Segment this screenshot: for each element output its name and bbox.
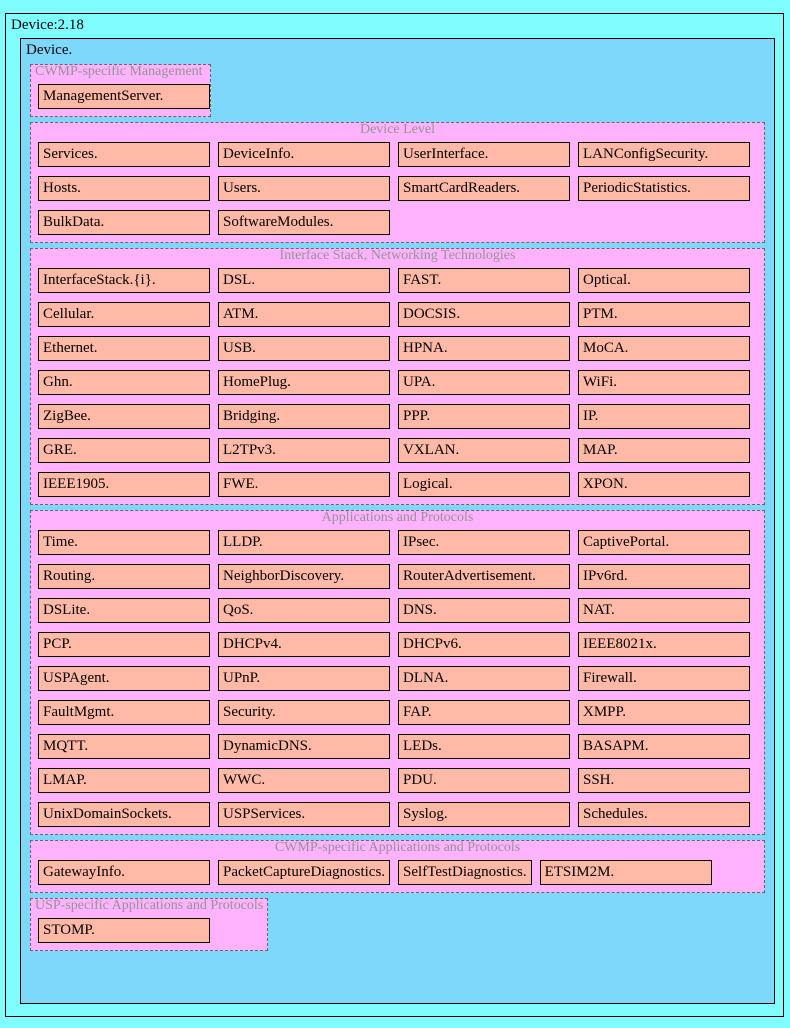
object-box[interactable]: Schedules. bbox=[578, 802, 750, 827]
object-box[interactable]: UserInterface. bbox=[398, 142, 570, 167]
object-box[interactable]: WiFi. bbox=[578, 370, 750, 395]
object-box[interactable]: HomePlug. bbox=[218, 370, 390, 395]
object-box[interactable]: XMPP. bbox=[578, 700, 750, 725]
section-title: Device Level bbox=[359, 122, 435, 137]
object-box[interactable]: DynamicDNS. bbox=[218, 734, 390, 759]
object-box[interactable]: VXLAN. bbox=[398, 438, 570, 463]
object-box[interactable]: PCP. bbox=[38, 632, 210, 657]
object-box[interactable]: Logical. bbox=[398, 472, 570, 497]
object-box[interactable]: FAP. bbox=[398, 700, 570, 725]
object-box[interactable]: IEEE1905. bbox=[38, 472, 210, 497]
object-box[interactable]: InterfaceStack.{i}. bbox=[38, 268, 210, 293]
object-box[interactable]: IP. bbox=[578, 404, 750, 429]
object-box[interactable]: DSLite. bbox=[38, 598, 210, 623]
object-box[interactable]: WWC. bbox=[218, 768, 390, 793]
object-box[interactable]: PPP. bbox=[398, 404, 570, 429]
object-box[interactable]: Users. bbox=[218, 176, 390, 201]
object-box[interactable]: MAP. bbox=[578, 438, 750, 463]
object-box[interactable]: SmartCardReaders. bbox=[398, 176, 570, 201]
object-box[interactable]: ZigBee. bbox=[38, 404, 210, 429]
object-box[interactable]: Services. bbox=[38, 142, 210, 167]
section-object-list bbox=[31, 264, 764, 497]
object-box[interactable]: ATM. bbox=[218, 302, 390, 327]
object-box[interactable]: UnixDomainSockets. bbox=[38, 802, 210, 827]
object-box[interactable]: ETSIM2M. bbox=[540, 860, 712, 885]
object-box[interactable]: IPsec. bbox=[398, 530, 570, 555]
section-title: CWMP-specific Management bbox=[35, 64, 203, 79]
section-title: Interface Stack, Networking Technologies bbox=[279, 248, 516, 263]
object-box[interactable]: DHCPv4. bbox=[218, 632, 390, 657]
section-object-list bbox=[31, 138, 764, 235]
object-box[interactable]: BASAPM. bbox=[578, 734, 750, 759]
object-box[interactable]: MoCA. bbox=[578, 336, 750, 361]
object-box[interactable]: XPON. bbox=[578, 472, 750, 497]
section-cwmp-specific-applications-and-protocols bbox=[30, 840, 765, 893]
object-box[interactable]: Ethernet. bbox=[38, 336, 210, 361]
object-box[interactable]: USPServices. bbox=[218, 802, 390, 827]
section-cwmp-specific-management bbox=[30, 64, 211, 117]
section-object-list bbox=[31, 526, 764, 827]
object-box[interactable]: PTM. bbox=[578, 302, 750, 327]
object-box[interactable]: USB. bbox=[218, 336, 390, 361]
object-box[interactable]: GatewayInfo. bbox=[38, 860, 210, 885]
object-box[interactable]: FAST. bbox=[398, 268, 570, 293]
object-box[interactable]: RouterAdvertisement. bbox=[398, 564, 570, 589]
object-box[interactable]: LLDP. bbox=[218, 530, 390, 555]
object-box[interactable]: UPA. bbox=[398, 370, 570, 395]
object-box[interactable]: QoS. bbox=[218, 598, 390, 623]
device-title: Device. bbox=[26, 42, 73, 58]
object-box[interactable]: IPv6rd. bbox=[578, 564, 750, 589]
section-interface-stack-networking-technologies bbox=[30, 248, 765, 505]
object-box[interactable]: HPNA. bbox=[398, 336, 570, 361]
object-box[interactable]: NeighborDiscovery. bbox=[218, 564, 390, 589]
object-box[interactable]: Hosts. bbox=[38, 176, 210, 201]
object-box[interactable]: DOCSIS. bbox=[398, 302, 570, 327]
object-box[interactable]: L2TPv3. bbox=[218, 438, 390, 463]
object-box[interactable]: GRE. bbox=[38, 438, 210, 463]
object-box[interactable]: LMAP. bbox=[38, 768, 210, 793]
object-box[interactable]: LEDs. bbox=[398, 734, 570, 759]
section-title: CWMP-specific Applications and Protocols bbox=[274, 840, 521, 855]
object-box[interactable]: Bridging. bbox=[218, 404, 390, 429]
object-box[interactable]: Ghn. bbox=[38, 370, 210, 395]
section-device-level bbox=[30, 122, 765, 243]
section-applications-and-protocols bbox=[30, 510, 765, 835]
object-box[interactable]: Firewall. bbox=[578, 666, 750, 691]
object-box[interactable]: DHCPv6. bbox=[398, 632, 570, 657]
object-box[interactable]: MQTT. bbox=[38, 734, 210, 759]
object-box[interactable]: PDU. bbox=[398, 768, 570, 793]
object-box[interactable]: STOMP. bbox=[38, 918, 210, 943]
object-box[interactable]: FaultMgmt. bbox=[38, 700, 210, 725]
object-box[interactable]: DNS. bbox=[398, 598, 570, 623]
object-box[interactable]: CaptivePortal. bbox=[578, 530, 750, 555]
object-box[interactable]: Security. bbox=[218, 700, 390, 725]
device-frame bbox=[20, 38, 775, 1004]
object-box[interactable]: DeviceInfo. bbox=[218, 142, 390, 167]
object-box[interactable]: LANConfigSecurity. bbox=[578, 142, 750, 167]
object-box[interactable]: Optical. bbox=[578, 268, 750, 293]
object-box[interactable]: PeriodicStatistics. bbox=[578, 176, 750, 201]
object-box[interactable]: NAT. bbox=[578, 598, 750, 623]
object-box[interactable]: BulkData. bbox=[38, 210, 210, 235]
section-title: USP-specific Applications and Protocols bbox=[35, 898, 264, 913]
object-box[interactable]: USPAgent. bbox=[38, 666, 210, 691]
device-model-root-frame bbox=[5, 13, 784, 1017]
object-box[interactable]: SoftwareModules. bbox=[218, 210, 390, 235]
section-object-list bbox=[31, 856, 764, 885]
root-title: Device:2.18 bbox=[11, 17, 84, 33]
object-box[interactable]: UPnP. bbox=[218, 666, 390, 691]
object-box[interactable]: Cellular. bbox=[38, 302, 210, 327]
object-box[interactable]: DLNA. bbox=[398, 666, 570, 691]
object-box[interactable]: FWE. bbox=[218, 472, 390, 497]
object-box[interactable]: IEEE8021x. bbox=[578, 632, 750, 657]
section-title: Applications and Protocols bbox=[321, 510, 474, 525]
object-box[interactable]: PacketCaptureDiagnostics. bbox=[218, 860, 390, 885]
object-box[interactable]: ManagementServer. bbox=[38, 84, 210, 109]
object-box[interactable]: Routing. bbox=[38, 564, 210, 589]
object-box[interactable]: Time. bbox=[38, 530, 210, 555]
object-box[interactable]: Syslog. bbox=[398, 802, 570, 827]
section-usp-specific-applications-and-protocols bbox=[30, 898, 268, 951]
section-object-list bbox=[31, 80, 210, 109]
section-object-list bbox=[31, 914, 267, 943]
object-box[interactable]: SelfTestDiagnostics. bbox=[398, 860, 532, 885]
object-box[interactable]: SSH. bbox=[578, 768, 750, 793]
object-box[interactable]: DSL. bbox=[218, 268, 390, 293]
